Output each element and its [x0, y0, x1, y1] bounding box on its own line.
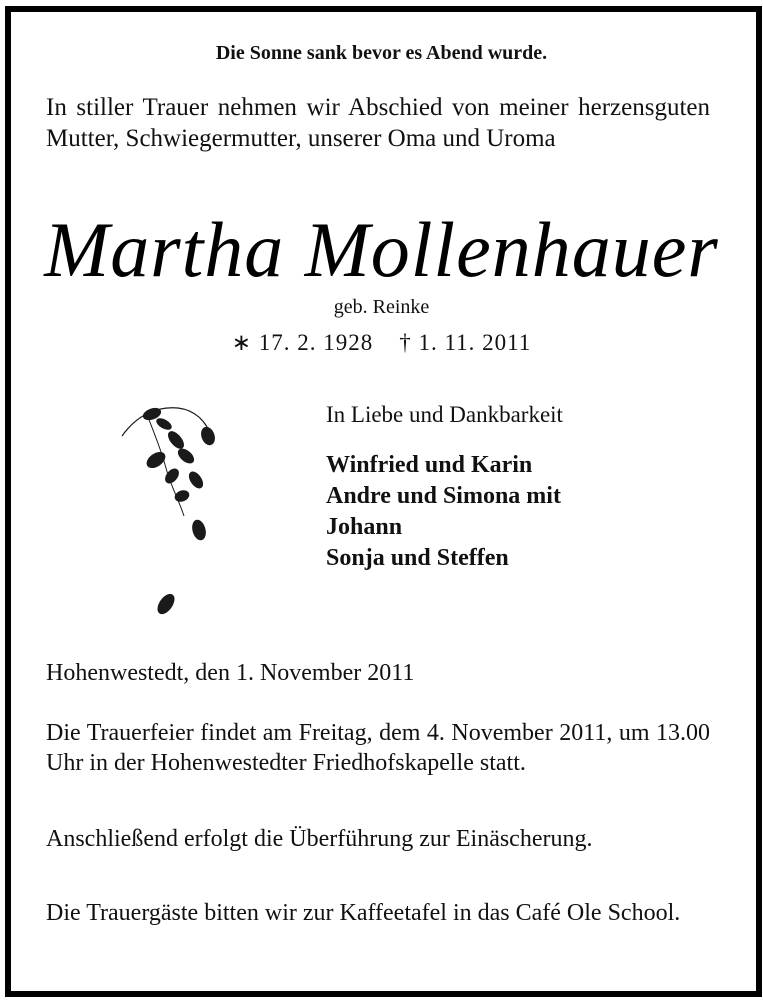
reception-text: Die Trauergäste bitten wir zur Kaffeetafel in das Café Ole School.: [46, 900, 681, 926]
place-date: Hohenwestedt, den 1. November 2011: [46, 660, 415, 686]
family-line: Andre und Simona mit: [326, 483, 561, 509]
motto: Die Sonne sank bevor es Abend wurde.: [215, 42, 548, 64]
funeral-service-text: Die Trauerfeier findet am Freitag, dem 4. November 2011, um 13.00 Uhr in der Hohenwestedter Friedhofskapelle statt.: [46, 720, 710, 776]
intro-text: In stiller Trauer nehmen wir Abschied von meiner herzensguten Mutter, Schwiegermutter, unserer Oma und Uroma: [46, 94, 710, 152]
family-line: Winfried und Karin: [326, 452, 533, 478]
life-dates: [0, 330, 763, 356]
dedication: In Liebe und Dankbarkeit: [326, 402, 563, 427]
maiden-name: geb. Reinke: [333, 296, 430, 318]
death-date: † 1. 11. 2011: [399, 330, 532, 355]
family-line: Johann: [326, 514, 403, 540]
family-line: Sonja und Steffen: [326, 545, 509, 571]
transfer-text: Anschließend erfolgt die Überführung zur Einäscherung.: [46, 826, 593, 852]
birth-date: ∗ 17. 2. 1928: [231, 330, 374, 355]
family-list: [326, 450, 561, 574]
falling-leaves-branch-icon: [116, 398, 226, 624]
deceased-name: Martha Mollenhauer: [44, 206, 719, 293]
